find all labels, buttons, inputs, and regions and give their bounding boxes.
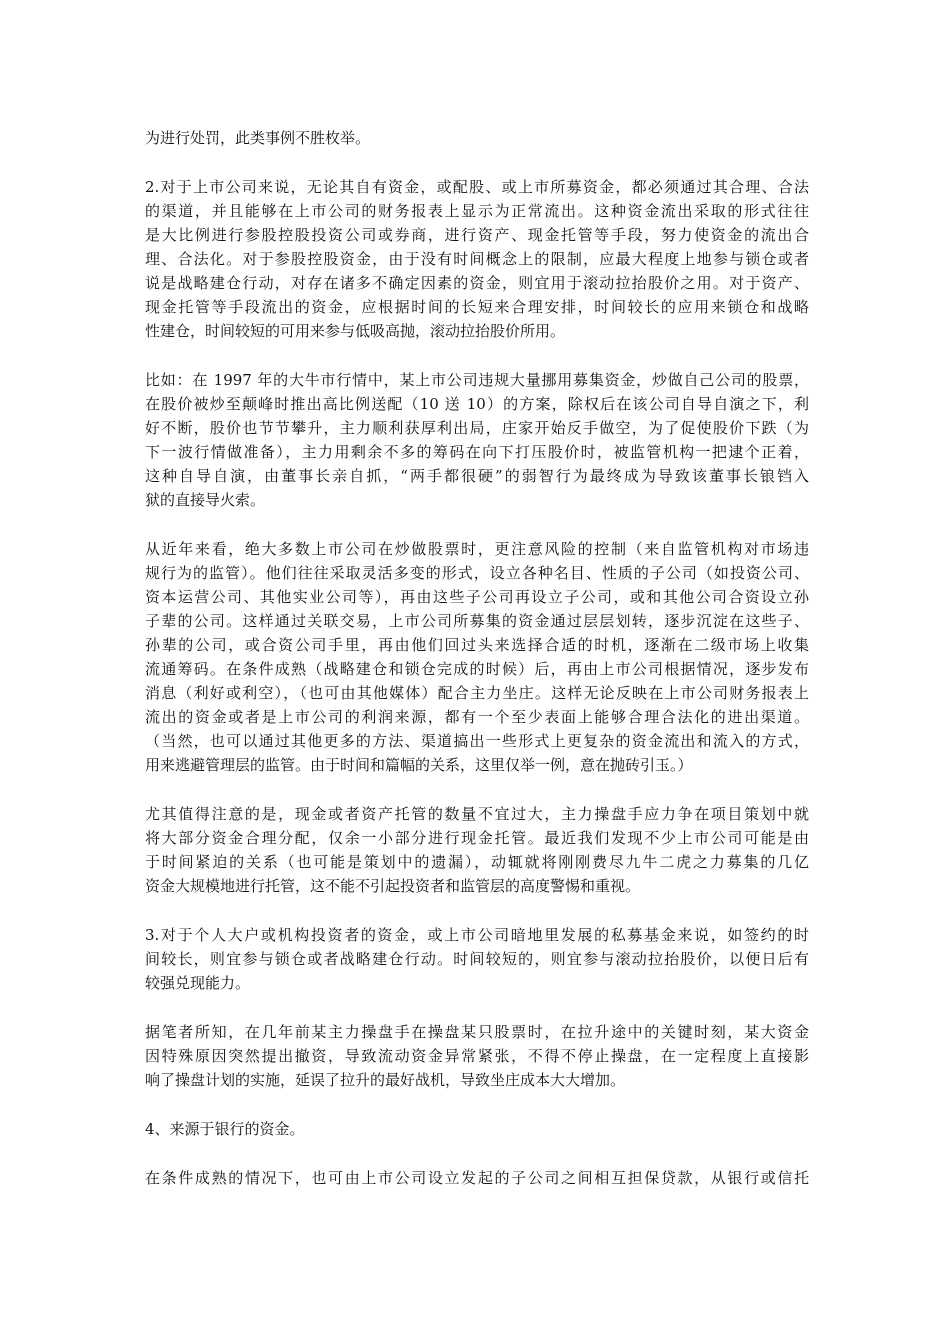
text-line: 现金托管等手段流出的资金，应根据时间的长短来合理安排，时间较长的应用来锁仓和战略 — [145, 298, 809, 316]
paragraph-9 — [145, 1166, 809, 1190]
text-line: 在条件成熟的情况下，也可由上市公司设立发起的子公司之间相互担保贷款，从银行或信托 — [145, 1169, 809, 1187]
text-line: 资本运营公司、其他实业公司等），再由这些子公司再设立子公司，或和其他公司合资设立孙 — [145, 588, 809, 606]
paragraph-1 — [145, 126, 809, 150]
text-line: 因特殊原因突然提出撤资，导致流动资金异常紧张，不得不停止操盘，在一定程度上直接影 — [145, 1047, 809, 1065]
text-line: 3.对于个人大户或机构投资者的资金，或上市公司暗地里发展的私募基金来说，如签约的时 — [145, 926, 809, 944]
text-line: 的渠道，并且能够在上市公司的财务报表上显示为正常流出。这种资金流出采取的形式往往 — [145, 202, 809, 220]
document-page — [145, 126, 809, 1215]
paragraph-3 — [145, 368, 809, 512]
text-line: 下一波行情做准备），主力用剩余不多的筹码在向下打压股价时，被监管机构一把逮个正着， — [145, 443, 809, 461]
text-line: 用来逃避管理层的监管。由于时间和篇幅的关系，这里仅举一例，意在抛砖引玉。） — [145, 756, 693, 774]
text-line: 理、合法化。对于参股控股资金，由于没有时间概念上的限制，应最大程度上地参与锁仓或者 — [145, 250, 809, 268]
text-line: 尤其值得注意的是，现金或者资产托管的数量不宜过大，主力操盘手应力争在项目策划中就 — [145, 805, 809, 823]
text-line: 间较长，则宜参与锁仓或者战略建仓行动。时间较短的，则宜参与滚动拉抬股价，以便日后有 — [145, 950, 809, 968]
text-line: 子辈的公司。这样通过关联交易，上市公司所募集的资金通过层层划转，逐步沉淀在这些子、 — [145, 612, 809, 630]
text-line: 据笔者所知，在几年前某主力操盘手在操盘某只股票时，在拉升途中的关键时刻，某大资金 — [145, 1023, 809, 1041]
text-line: 响了操盘计划的实施，延误了拉升的最好战机，导致坐庄成本大大增加。 — [145, 1071, 626, 1089]
paragraph-6 — [145, 923, 809, 995]
text-line: 从近年来看，绝大多数上市公司在炒做股票时，更注意风险的控制（来自监管机构对市场违 — [145, 540, 809, 558]
text-line: 流通筹码。在条件成熟（战略建仓和锁仓完成的时候）后，再由上市公司根据情况，逐步发布 — [145, 660, 809, 678]
text-line: 流出的资金或者是上市公司的利润来源，都有一个至少表面上能够合理合法化的进出渠道。 — [145, 708, 809, 726]
text-line: 好不断，股价也节节攀升，主力顺利获厚利出局，庄家开始反手做空，为了促使股价下跌（为 — [145, 419, 809, 437]
text-line: 于时间紧迫的关系（也可能是策划中的遗漏），动辄就将刚刚费尽九牛二虎之力募集的几亿 — [145, 853, 809, 871]
paragraph-2 — [145, 175, 809, 343]
paragraph-7 — [145, 1020, 809, 1092]
text-line: 将大部分资金合理分配，仅余一小部分进行现金托管。最近我们发现不少上市公司可能是由 — [145, 829, 809, 847]
text-line: 为进行处罚，此类事例不胜枚举。 — [145, 129, 371, 147]
text-line: 资金大规模地进行托管，这不能不引起投资者和监管层的高度警惕和重视。 — [145, 877, 641, 895]
text-line: 孙辈的公司，或合资公司手里，再由他们回过头来选择合适的时机，逐渐在二级市场上收集 — [145, 636, 809, 654]
paragraph-8 — [145, 1117, 809, 1141]
text-line: 这种自导自演，由董事长亲自抓，“两手都很硬”的弱智行为最终成为导致该董事长锒铛入 — [145, 467, 809, 485]
text-line: 在股价被炒至颠峰时推出高比例送配（10 送 10）的方案，除权后在该公司自导自演之下，利 — [145, 395, 809, 413]
text-line: （当然，也可以通过其他更多的方法、渠道搞出一些形式上更复杂的资金流出和流入的方式， — [145, 732, 809, 750]
text-line: 4、来源于银行的资金。 — [145, 1120, 305, 1138]
text-line: 性建仓，时间较短的可用来参与低吸高抛，滚动拉抬股价所用。 — [145, 322, 566, 340]
text-line: 2.对于上市公司来说，无论其自有资金，或配股、或上市所募资金，都必须通过其合理、合法 — [145, 178, 809, 196]
text-line: 狱的直接导火索。 — [145, 491, 266, 509]
text-line: 比如：在 1997 年的大牛市行情中，某上市公司违规大量挪用募集资金，炒做自己公司的股票， — [145, 371, 809, 389]
text-line: 较强兑现能力。 — [145, 974, 251, 992]
text-line: 是大比例进行参股控股投资公司或券商，进行资产、现金托管等手段，努力使资金的流出合 — [145, 226, 809, 244]
paragraph-5 — [145, 802, 809, 898]
text-line: 消息（利好或利空），（也可由其他媒体）配合主力坐庄。这样无论反映在上市公司财务报表上 — [145, 684, 809, 702]
paragraph-4 — [145, 537, 809, 777]
text-line: 说是战略建仓行动，对存在诸多不确定因素的资金，则宜用于滚动拉抬股价之用。对于资产、 — [145, 274, 809, 292]
text-line: 规行为的监管）。他们往往采取灵活多变的形式，设立各种名目、性质的子公司（如投资公司、 — [145, 564, 809, 582]
